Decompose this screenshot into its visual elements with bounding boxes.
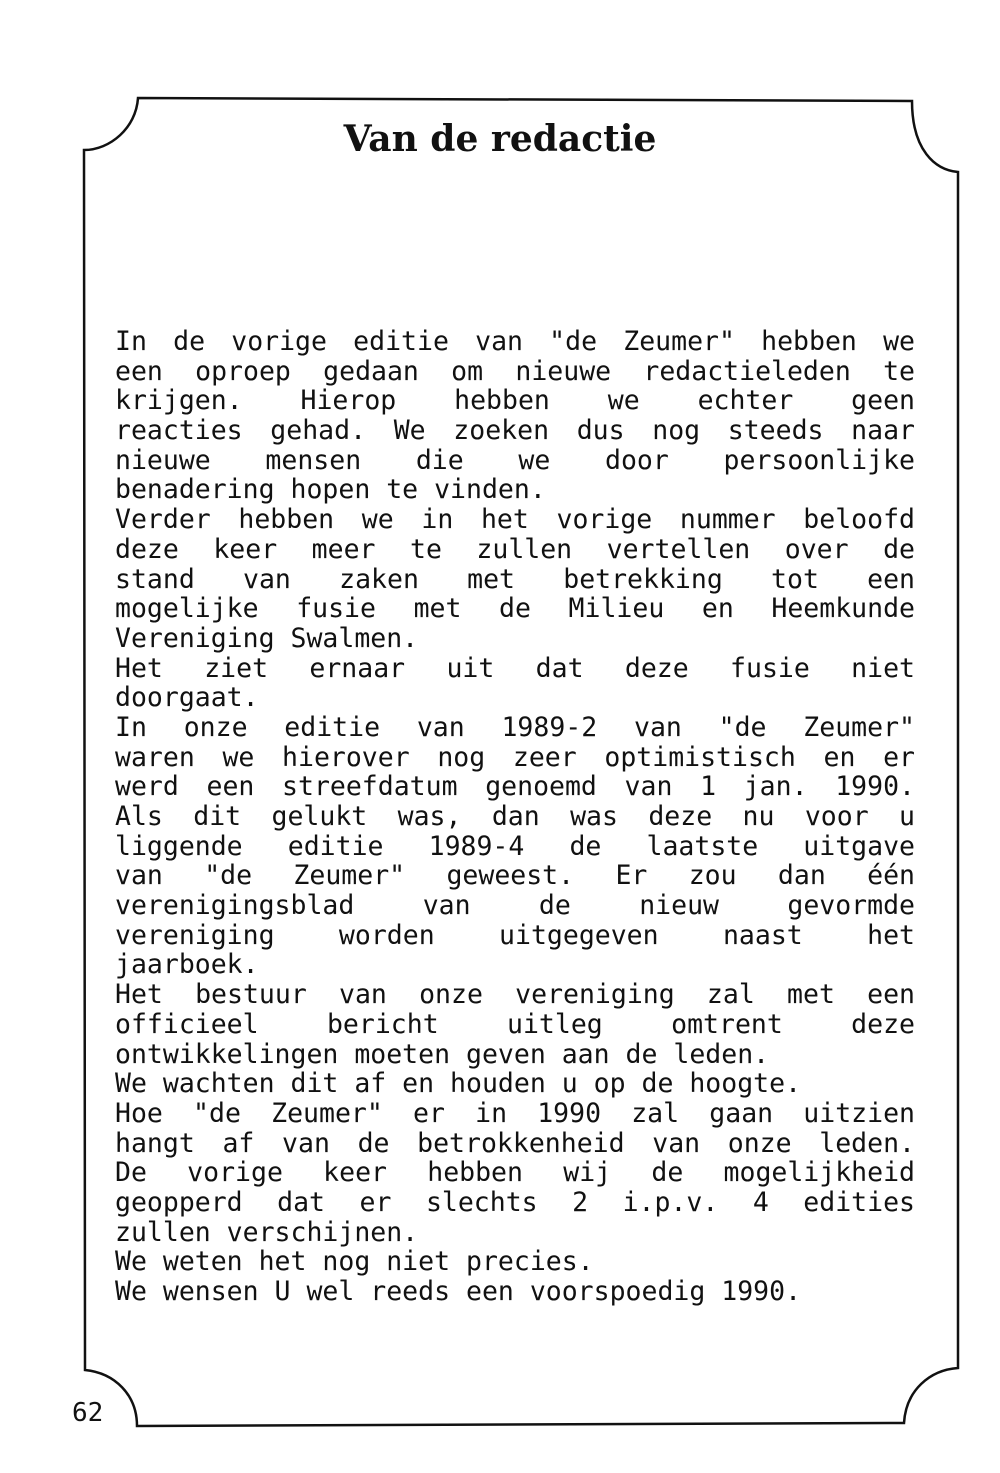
article-line: werd een streefdatum genoemd van 1 jan. 1990. xyxy=(115,771,915,803)
article-line: jaarboek. xyxy=(115,949,259,981)
article-line: Als dit gelukt was, dan was deze nu voor u xyxy=(115,801,915,832)
article-line: reacties gehad. We zoeken dus nog steeds naar xyxy=(115,415,915,447)
article-line: deze keer meer te zullen vertellen over de xyxy=(115,533,915,565)
article-line: verenigingsblad van de nieuw gevormde xyxy=(115,890,915,922)
article-line: een oproep gedaan om nieuwe redactieleden te xyxy=(115,355,915,387)
article-line: De vorige keer hebben wij de mogelijkheid xyxy=(115,1157,915,1189)
article-line: doorgaat. xyxy=(115,682,259,714)
article-line: Hoe "de Zeumer" er in 1990 zal gaan uitzien xyxy=(115,1097,915,1129)
article-line: liggende editie 1989-4 de laatste uitgave xyxy=(115,830,915,862)
page-number: 62 xyxy=(72,1398,104,1428)
article-line: zullen verschijnen. xyxy=(115,1216,419,1248)
article-line: Verder hebben we in het vorige nummer beloofd xyxy=(115,504,915,536)
article-line: krijgen. Hierop hebben we echter geen xyxy=(115,385,915,417)
article-line: waren we hierover nog zeer optimistisch en er xyxy=(115,741,915,773)
article-line: Het bestuur van onze vereniging zal met een xyxy=(115,979,915,1011)
article-line: mogelijke fusie met de Milieu en Heemkunde xyxy=(115,593,915,625)
article-line: Vereniging Swalmen. xyxy=(115,622,419,654)
article-body xyxy=(115,327,915,1307)
article-line: benadering hopen te vinden. xyxy=(115,474,546,506)
article-line: In de vorige editie van "de Zeumer" hebben we xyxy=(115,326,915,357)
page-title: Van de redactie xyxy=(343,118,657,160)
article-line: officieel bericht uitleg omtrent deze xyxy=(115,1008,915,1040)
article-line: nieuwe mensen die we door persoonlijke xyxy=(115,444,915,476)
article-line: In onze editie van 1989-2 van "de Zeumer" xyxy=(115,711,915,743)
article-line: vereniging worden uitgegeven naast het xyxy=(115,919,915,951)
article-line: geopperd dat er slechts 2 i.p.v. 4 edities xyxy=(115,1186,915,1218)
article-line: hangt af van de betrokkenheid van onze leden. xyxy=(115,1127,915,1159)
article-line: ontwikkelingen moeten geven aan de leden. xyxy=(115,1038,770,1070)
article-line: stand van zaken met betrekking tot een xyxy=(115,563,915,595)
article-line: van "de Zeumer" geweest. Er zou dan één xyxy=(115,860,915,892)
article-line: We wensen U wel reeds een voorspoedig 1990. xyxy=(115,1276,802,1307)
article-line: Het ziet ernaar uit dat deze fusie niet xyxy=(115,652,915,684)
article-line: We wachten dit af en houden u op de hoogte. xyxy=(115,1068,802,1100)
article-line: We weten het nog niet precies. xyxy=(115,1246,594,1278)
